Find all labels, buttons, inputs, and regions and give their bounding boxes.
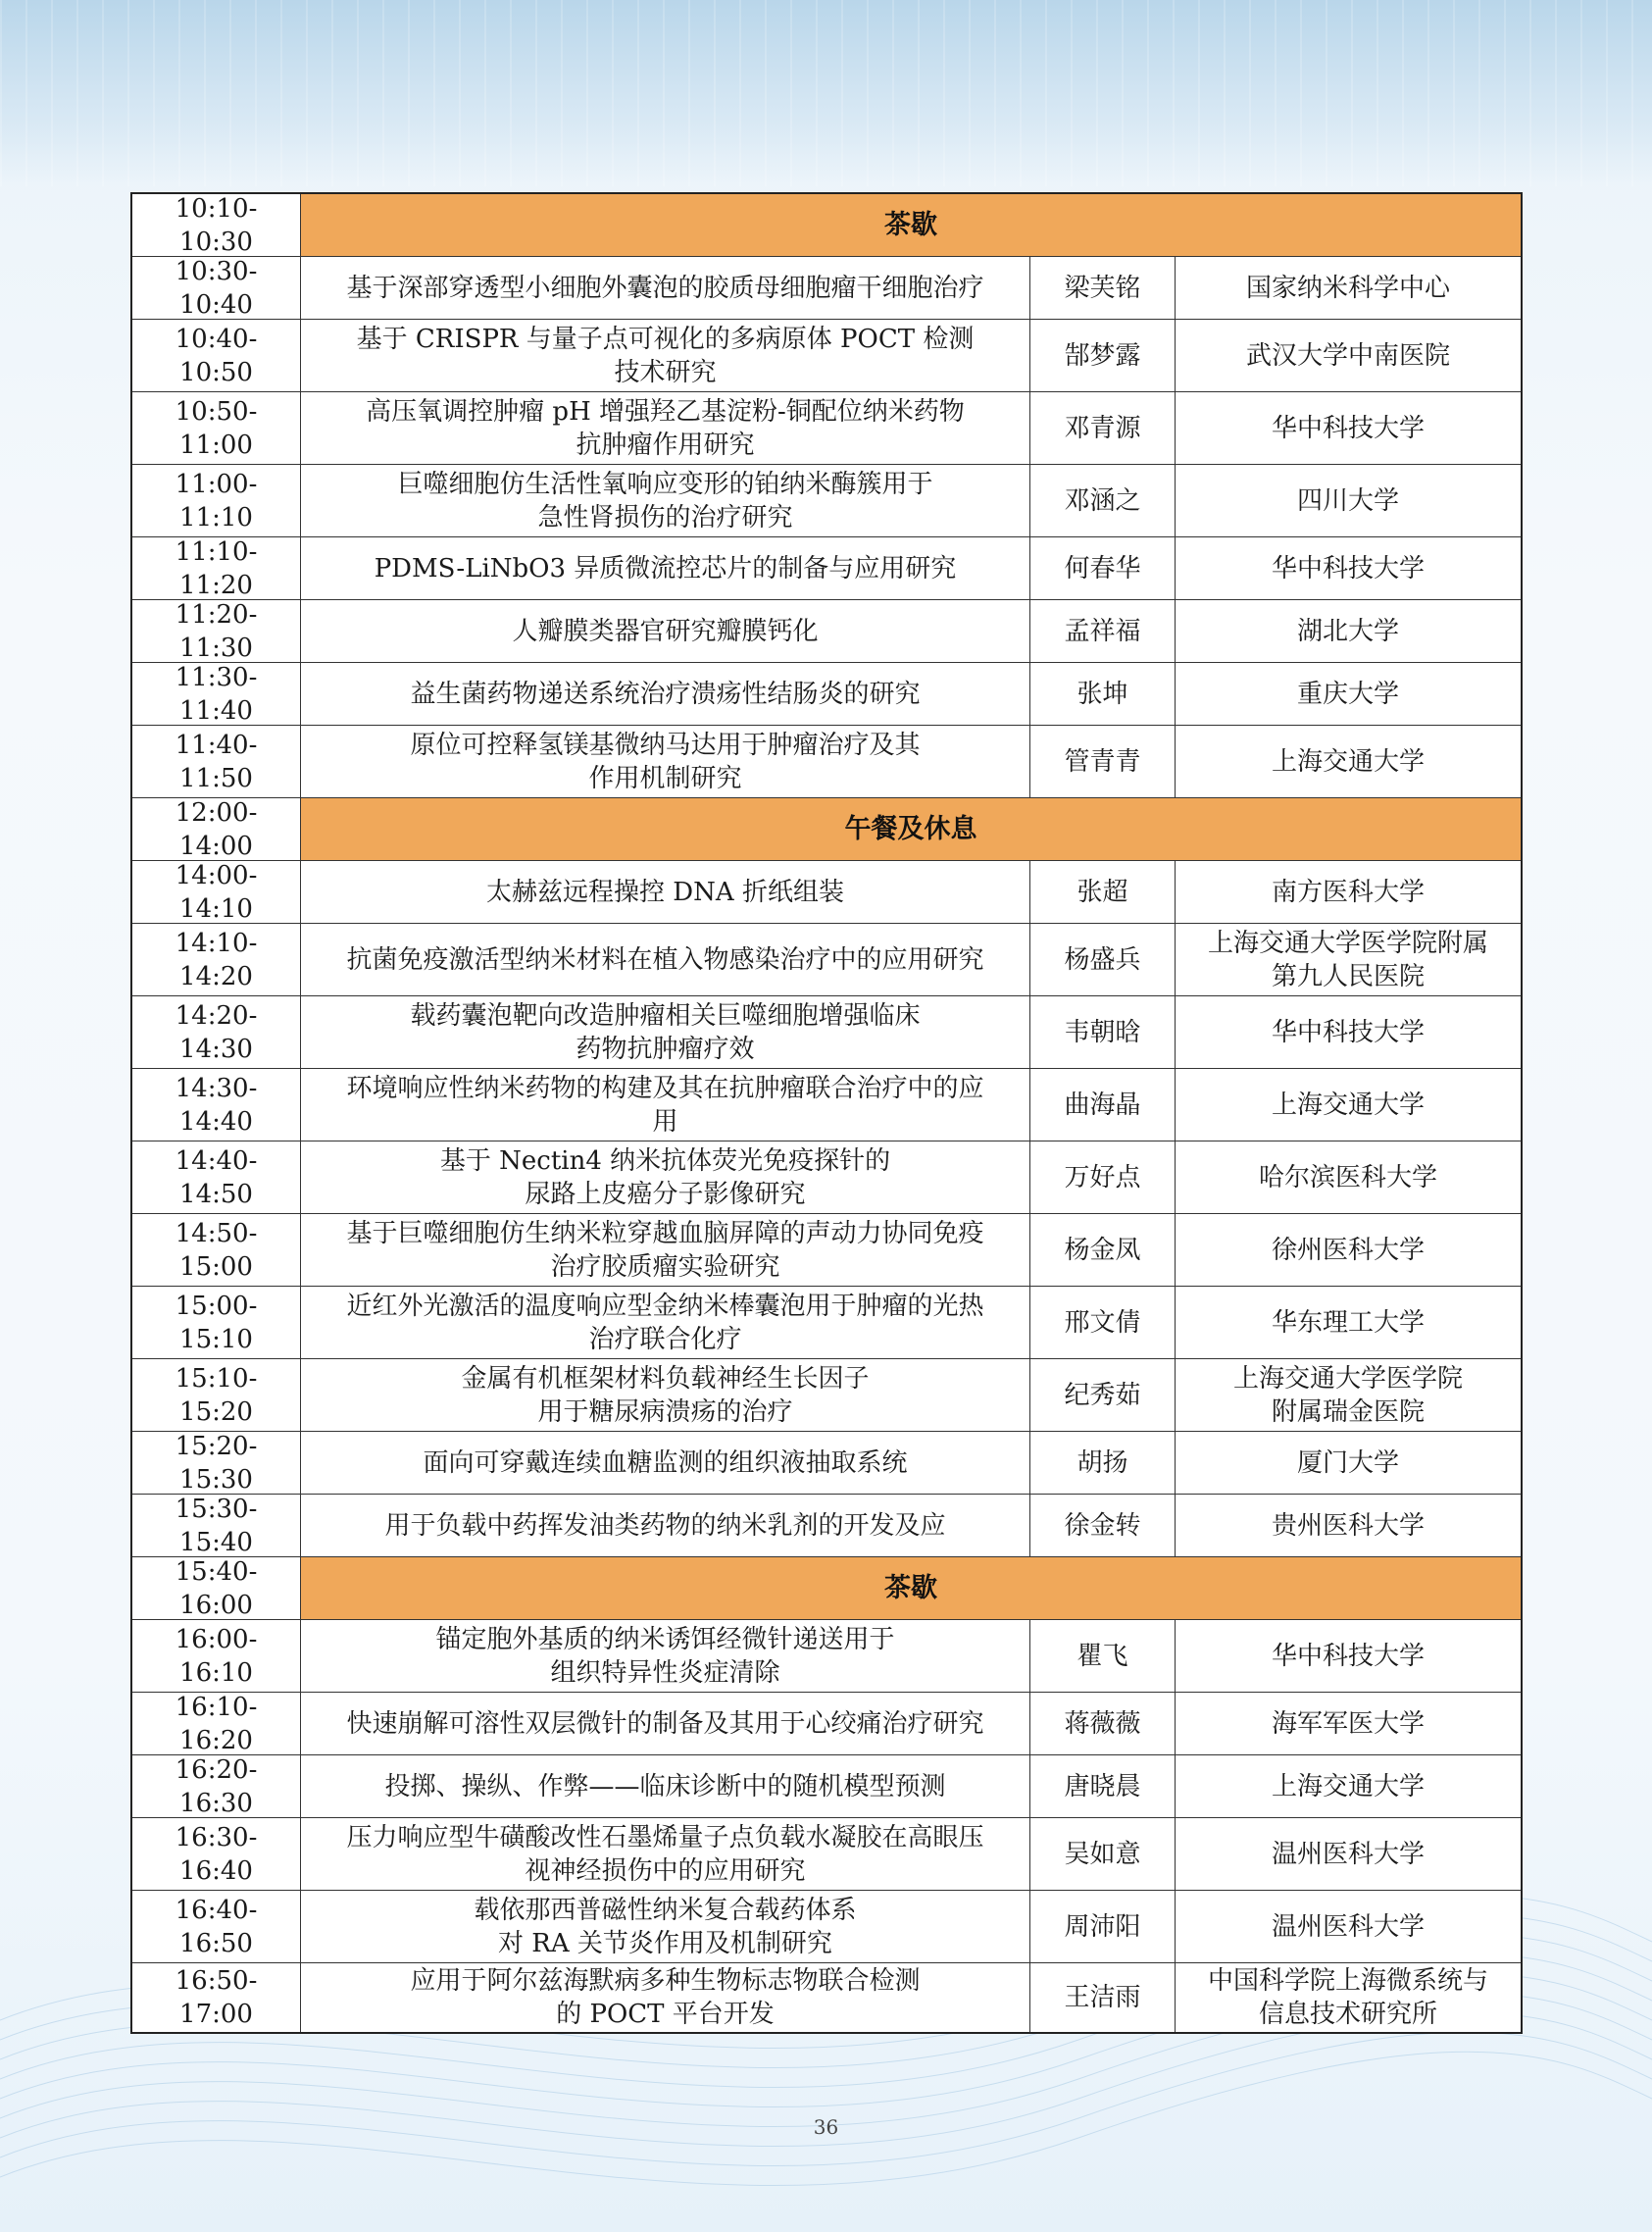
talk-title-line: 高压氧调控肿瘤 pH 增强羟乙基淀粉-铜配位纳米药物 [366, 396, 965, 427]
organization-cell [1176, 1693, 1521, 1754]
organization-line: 信息技术研究所 [1258, 2000, 1437, 2029]
talk-title-line: 快速崩解可溶性双层微针的制备及其用于心绞痛治疗研究 [346, 1708, 984, 1739]
organization-cell [1176, 924, 1521, 995]
organization-line: 上海交通大学 [1271, 746, 1425, 777]
table-row [132, 1214, 1521, 1287]
talk-title-cell [301, 537, 1030, 599]
table-row [132, 1818, 1521, 1891]
organization-line: 第九人民医院 [1271, 961, 1425, 991]
table-row [132, 465, 1521, 537]
talk-title-line: 对 RA 关节炎作用及机制研究 [498, 1928, 832, 1958]
speaker-cell: 邓青源 [1030, 392, 1176, 464]
organization-cell [1176, 392, 1521, 464]
time-cell: 16:00-16:10 [132, 1620, 301, 1692]
talk-title-line: 用于糖尿病溃疡的治疗 [537, 1396, 793, 1427]
organization-line: 武汉大学中南医院 [1245, 340, 1450, 371]
time-cell: 14:20-14:30 [132, 996, 301, 1068]
organization-cell [1176, 996, 1521, 1068]
talk-title-line: 应用于阿尔兹海默病多种生物标志物联合检测 [410, 1966, 921, 1996]
time-cell: 14:50-15:00 [132, 1214, 301, 1286]
talk-title-cell [301, 861, 1030, 923]
talk-title-cell [301, 1620, 1030, 1692]
talk-title-line: 锚定胞外基质的纳米诱饵经微针递送用于 [435, 1624, 895, 1654]
organization-line: 贵州医科大学 [1271, 1510, 1425, 1541]
organization-line: 华中科技大学 [1271, 553, 1425, 583]
talk-title-cell [301, 663, 1030, 725]
organization-line: 华中科技大学 [1271, 413, 1425, 443]
organization-line: 国家纳米科学中心 [1245, 273, 1450, 303]
talk-title-line: 用 [652, 1106, 678, 1137]
talk-title-line: 载依那西普磁性纳米复合载药体系 [474, 1895, 857, 1925]
talk-title-line: 抗肿瘤作用研究 [576, 430, 755, 460]
time-cell: 12:00-14:00 [132, 798, 301, 860]
organization-cell [1176, 1287, 1521, 1358]
organization-cell [1176, 1432, 1521, 1494]
talk-title-cell [301, 1693, 1030, 1754]
talk-title-cell [301, 924, 1030, 995]
organization-line: 华中科技大学 [1271, 1641, 1425, 1671]
talk-title-line: 治疗胶质瘤实验研究 [550, 1251, 780, 1282]
talk-title-line: 作用机制研究 [588, 763, 742, 793]
organization-cell [1176, 537, 1521, 599]
schedule-table [130, 192, 1523, 2034]
time-cell: 11:20-11:30 [132, 600, 301, 662]
organization-line: 华中科技大学 [1271, 1017, 1425, 1047]
organization-cell [1176, 1214, 1521, 1286]
break-row [132, 194, 1521, 257]
talk-title-line: 抗菌免疫激活型纳米材料在植入物感染治疗中的应用研究 [346, 944, 984, 975]
talk-title-cell [301, 996, 1030, 1068]
talk-title-cell [301, 1359, 1030, 1431]
time-cell: 16:10-16:20 [132, 1693, 301, 1754]
break-label: 茶歇 [301, 194, 1521, 256]
time-cell: 14:40-14:50 [132, 1141, 301, 1213]
time-cell: 10:10-10:30 [132, 194, 301, 256]
talk-title-cell [301, 1287, 1030, 1358]
talk-title-line: 基于巨噬细胞仿生纳米粒穿越血脑屏障的声动力协同免疫 [346, 1218, 984, 1248]
table-row [132, 1359, 1521, 1432]
time-cell: 11:40-11:50 [132, 726, 301, 797]
time-cell: 14:10-14:20 [132, 924, 301, 995]
organization-line: 温州医科大学 [1271, 1839, 1425, 1869]
organization-line: 上海交通大学 [1271, 1090, 1425, 1120]
time-cell: 15:00-15:10 [132, 1287, 301, 1358]
time-cell: 16:20-16:30 [132, 1755, 301, 1817]
table-row [132, 392, 1521, 465]
speaker-cell: 曲海晶 [1030, 1069, 1176, 1141]
speaker-cell: 管青青 [1030, 726, 1176, 797]
organization-line: 四川大学 [1296, 485, 1399, 516]
speaker-cell: 梁芙铭 [1030, 257, 1176, 319]
organization-cell [1176, 1818, 1521, 1890]
table-row [132, 924, 1521, 996]
talk-title-line: 治疗联合化疗 [588, 1324, 742, 1354]
organization-cell [1176, 1069, 1521, 1141]
talk-title-line: 太赫兹远程操控 DNA 折纸组装 [486, 877, 844, 907]
talk-title-line: 近红外光激活的温度响应型金纳米棒囊泡用于肿瘤的光热 [346, 1291, 984, 1321]
table-row [132, 1432, 1521, 1495]
speaker-cell: 蒋薇薇 [1030, 1693, 1176, 1754]
talk-title-cell [301, 1891, 1030, 1962]
organization-line: 徐州医科大学 [1271, 1235, 1425, 1265]
speaker-cell: 王洁雨 [1030, 1963, 1176, 2032]
talk-title-line: 原位可控释氢镁基微纳马达用于肿瘤治疗及其 [410, 730, 921, 760]
time-cell: 10:40-10:50 [132, 320, 301, 391]
table-row [132, 1891, 1521, 1963]
talk-title-line: 基于 CRISPR 与量子点可视化的多病原体 POCT 检测 [356, 324, 975, 354]
organization-line: 厦门大学 [1296, 1447, 1399, 1478]
time-cell: 14:00-14:10 [132, 861, 301, 923]
talk-title-cell [301, 1214, 1030, 1286]
time-cell: 11:00-11:10 [132, 465, 301, 536]
table-row [132, 600, 1521, 663]
talk-title-line: 投掷、操纵、作弊——临床诊断中的随机模型预测 [384, 1771, 946, 1801]
table-row [132, 1755, 1521, 1818]
organization-line: 南方医科大学 [1271, 877, 1425, 907]
table-row [132, 257, 1521, 320]
speaker-cell: 张超 [1030, 861, 1176, 923]
talk-title-cell [301, 600, 1030, 662]
talk-title-line: 巨噬细胞仿生活性氧响应变形的铂纳米酶簇用于 [397, 469, 933, 499]
time-cell: 16:30-16:40 [132, 1818, 301, 1890]
talk-title-cell [301, 392, 1030, 464]
table-row [132, 537, 1521, 600]
talk-title-line: 益生菌药物递送系统治疗溃疡性结肠炎的研究 [410, 679, 921, 709]
talk-title-line: 急性肾损伤的治疗研究 [537, 502, 793, 533]
time-cell: 15:40-16:00 [132, 1557, 301, 1619]
organization-cell [1176, 861, 1521, 923]
time-cell: 10:30-10:40 [132, 257, 301, 319]
speaker-cell: 唐晓晨 [1030, 1755, 1176, 1817]
talk-title-line: 人瓣膜类器官研究瓣膜钙化 [512, 616, 819, 646]
talk-title-line: PDMS-LiNbO3 异质微流控芯片的制备与应用研究 [374, 553, 957, 583]
time-cell: 11:30-11:40 [132, 663, 301, 725]
organization-cell [1176, 1755, 1521, 1817]
organization-cell [1176, 320, 1521, 391]
organization-line: 重庆大学 [1296, 679, 1399, 709]
speaker-cell: 杨金凤 [1030, 1214, 1176, 1286]
organization-cell [1176, 663, 1521, 725]
time-cell: 15:30-15:40 [132, 1495, 301, 1556]
organization-line: 海军军医大学 [1271, 1708, 1425, 1739]
speaker-cell: 胡扬 [1030, 1432, 1176, 1494]
time-cell: 14:30-14:40 [132, 1069, 301, 1141]
speaker-cell: 杨盛兵 [1030, 924, 1176, 995]
talk-title-line: 组织特异性炎症清除 [550, 1657, 780, 1688]
speaker-cell: 邓涵之 [1030, 465, 1176, 536]
organization-cell [1176, 1141, 1521, 1213]
break-row [132, 798, 1521, 861]
organization-cell [1176, 257, 1521, 319]
break-label: 午餐及休息 [301, 798, 1521, 860]
talk-title-cell [301, 1495, 1030, 1556]
table-row [132, 1141, 1521, 1214]
talk-title-line: 基于深部穿透型小细胞外囊泡的胶质母细胞瘤干细胞治疗 [346, 273, 984, 303]
organization-cell [1176, 1891, 1521, 1962]
organization-line: 附属瑞金医院 [1271, 1396, 1425, 1427]
talk-title-cell [301, 320, 1030, 391]
organization-cell [1176, 726, 1521, 797]
speaker-cell: 郜梦露 [1030, 320, 1176, 391]
table-row [132, 996, 1521, 1069]
talk-title-line: 尿路上皮癌分子影像研究 [525, 1179, 806, 1209]
time-cell: 10:50-11:00 [132, 392, 301, 464]
organization-line: 上海交通大学医学院附属 [1207, 928, 1488, 958]
talk-title-cell [301, 1818, 1030, 1890]
speaker-cell: 韦朝晗 [1030, 996, 1176, 1068]
speaker-cell: 徐金转 [1030, 1495, 1176, 1556]
time-cell: 11:10-11:20 [132, 537, 301, 599]
talk-title-line: 基于 Nectin4 纳米抗体荧光免疫探针的 [439, 1145, 891, 1176]
organization-cell [1176, 1359, 1521, 1431]
speaker-cell: 孟祥福 [1030, 600, 1176, 662]
talk-title-cell [301, 257, 1030, 319]
speaker-cell: 吴如意 [1030, 1818, 1176, 1890]
break-row [132, 1557, 1521, 1620]
talk-title-line: 环境响应性纳米药物的构建及其在抗肿瘤联合治疗中的应 [346, 1073, 984, 1103]
speaker-cell: 周沛阳 [1030, 1891, 1176, 1962]
speaker-cell: 何春华 [1030, 537, 1176, 599]
talk-title-line: 用于负载中药挥发油类药物的纳米乳剂的开发及应 [384, 1510, 946, 1541]
break-label: 茶歇 [301, 1557, 1521, 1619]
organization-line: 华东理工大学 [1271, 1307, 1425, 1338]
talk-title-cell [301, 1141, 1030, 1213]
time-cell: 15:10-15:20 [132, 1359, 301, 1431]
talk-title-cell [301, 1963, 1030, 2032]
organization-cell [1176, 600, 1521, 662]
table-row [132, 861, 1521, 924]
table-row [132, 726, 1521, 798]
table-row [132, 1693, 1521, 1755]
header-banner-background [0, 0, 1652, 186]
talk-title-cell [301, 1755, 1030, 1817]
speaker-cell: 邢文倩 [1030, 1287, 1176, 1358]
organization-cell [1176, 465, 1521, 536]
organization-line: 哈尔滨医科大学 [1258, 1162, 1437, 1192]
talk-title-cell [301, 1069, 1030, 1141]
talk-title-line: 载药囊泡靶向改造肿瘤相关巨噬细胞增强临床 [410, 1000, 921, 1031]
table-row [132, 663, 1521, 726]
organization-line: 上海交通大学 [1271, 1771, 1425, 1801]
speaker-cell: 纪秀茹 [1030, 1359, 1176, 1431]
time-cell: 16:40-16:50 [132, 1891, 301, 1962]
table-row [132, 1963, 1521, 2032]
page-number: 36 [813, 2115, 839, 2139]
talk-title-line: 技术研究 [614, 357, 717, 387]
talk-title-cell [301, 726, 1030, 797]
organization-cell [1176, 1495, 1521, 1556]
talk-title-line: 视神经损伤中的应用研究 [525, 1855, 806, 1886]
speaker-cell: 万好点 [1030, 1141, 1176, 1213]
organization-cell [1176, 1963, 1521, 2032]
table-row [132, 1287, 1521, 1359]
table-row [132, 320, 1521, 392]
talk-title-cell [301, 1432, 1030, 1494]
talk-title-line: 药物抗肿瘤疗效 [576, 1034, 755, 1064]
organization-line: 中国科学院上海微系统与 [1207, 1966, 1488, 1996]
talk-title-line: 压力响应型牛磺酸改性石墨烯量子点负载水凝胶在高眼压 [346, 1822, 984, 1852]
organization-line: 上海交通大学医学院 [1232, 1363, 1463, 1394]
speaker-cell: 瞿飞 [1030, 1620, 1176, 1692]
table-row [132, 1069, 1521, 1141]
time-cell: 15:20-15:30 [132, 1432, 301, 1494]
talk-title-cell [301, 465, 1030, 536]
talk-title-line: 金属有机框架材料负载神经生长因子 [461, 1363, 870, 1394]
organization-line: 湖北大学 [1296, 616, 1399, 646]
table-row [132, 1495, 1521, 1557]
organization-cell [1176, 1620, 1521, 1692]
talk-title-line: 面向可穿戴连续血糖监测的组织液抽取系统 [423, 1447, 908, 1478]
speaker-cell: 张坤 [1030, 663, 1176, 725]
talk-title-line: 的 POCT 平台开发 [556, 2000, 775, 2029]
time-cell: 16:50-17:00 [132, 1963, 301, 2032]
table-row [132, 1620, 1521, 1693]
organization-line: 温州医科大学 [1271, 1911, 1425, 1942]
